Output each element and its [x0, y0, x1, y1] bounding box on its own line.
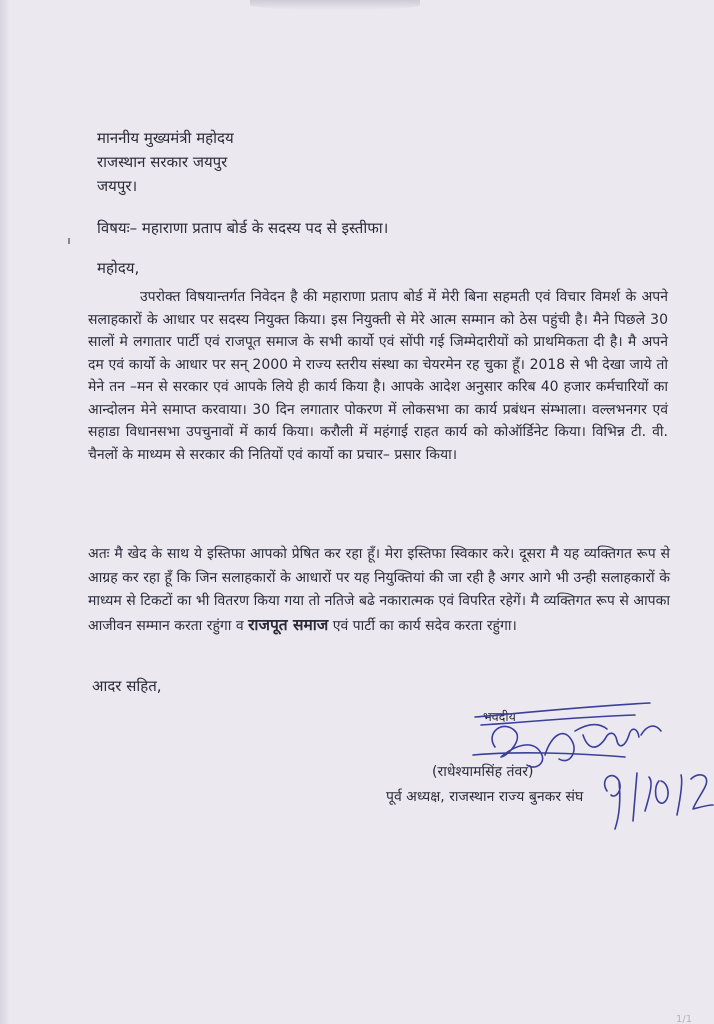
- closing-line: आदर सहित,: [92, 677, 162, 695]
- subject-line: विषयः– महाराणा प्रताप बोर्ड के सदस्य पद से इस्तीफा।: [97, 219, 389, 237]
- body-paragraph-2: [88, 543, 670, 638]
- handwritten-signature: [455, 695, 714, 835]
- scan-speck: [68, 238, 70, 244]
- addressee-line-2: राजस्थान सरकार जयपुर: [97, 153, 228, 171]
- addressee-line-1: माननीय मुख्यमंत्री महोदय: [97, 129, 234, 147]
- salutation: महोदय,: [97, 259, 140, 277]
- body-paragraph-1: उपरोक्त विषयान्तर्गत निवेदन है की महाराणा प्रताप बोर्ड में मेरी बिना सहमती एवं विचार विमर्श के अपने सलाहकारों के आधार पर सदस्य नियुक्त किया। इस नियुक्ती से मेरे आत्म सम्मान को ठेस पहुंची है। मैने पिछले 30 सालों मे लगातार पार्टी एवं राजपूत समाज के सभी कार्यो एवं सोंपी गई जिम्मेदारीयों को प्राथमिकता दी है। मै अपने दम एवं कार्यो के आधार पर सन् 2000 मे राज्य स्तरीय संस्था का चेयरमेन रह चुका हूँ। 2018 से भी देखा जाये तो मेने तन –मन से सरकार एवं आपके लिये ही कार्य किया है। आपके आदेश अनुसार करिब 40 हजार कर्मचारियों का आन्दोलन मेने समाप्त करवाया। 30 दिन लगातार पोकरण में लोकसभा का कार्य प्रबंधन संम्भाला। वल्लभनगर एवं सहाडा विधानसभा उपचुनावों में कार्य किया। करौली में महंगाई राहत कार्य को कोऑर्डिनेट किया। विभिन्न टी. वी. चैनलों के माध्यम से सरकार की नितियों एवं कार्यो का प्रचार– प्रसार किया।: [88, 289, 668, 463]
- paragraph-2-text-end: एवं पार्टी का कार्य सदेव करता रहुंगा।: [332, 617, 517, 634]
- addressee-line-3: जयपुर।: [97, 177, 138, 195]
- paragraph-2-text: अतः मै खेद के साथ ये इस्तिफा आपको प्रेषित कर रहा हूँ। मेरा इस्तिफा स्विकार करे। दूसरा मै यह व्यक्तिगत रूप से आग्रह कर रहा हूँ कि जिन सलाहकारों के आधारों पर यह नियुक्तियां की जा रही है अगर आगे भी उन्ही सलाहकारों के माध्यम से टिकटों का भी वितरण किया गया तो नतिजे बढे नकारात्मक एवं विपरित रहेगें। मै व्यक्तिगत रूप से आपका आजीवन सम्मान करता रहुंगा व: [88, 546, 670, 634]
- signatory-name: (राधेश्यामसिंह तंवर): [432, 764, 534, 780]
- scan-top-smudge: [250, 0, 420, 10]
- scan-left-edge: [0, 0, 10, 1024]
- signatory-designation: पूर्व अध्यक्ष, राजस्थान राज्य बुनकर संघ: [386, 789, 584, 805]
- page-corner-mark: 1/1: [676, 1014, 693, 1024]
- paragraph-2-bold-phrase: राजपूत समाज: [248, 615, 329, 634]
- addressee-block: [97, 126, 234, 198]
- signoff-label: भवदीय: [483, 709, 516, 724]
